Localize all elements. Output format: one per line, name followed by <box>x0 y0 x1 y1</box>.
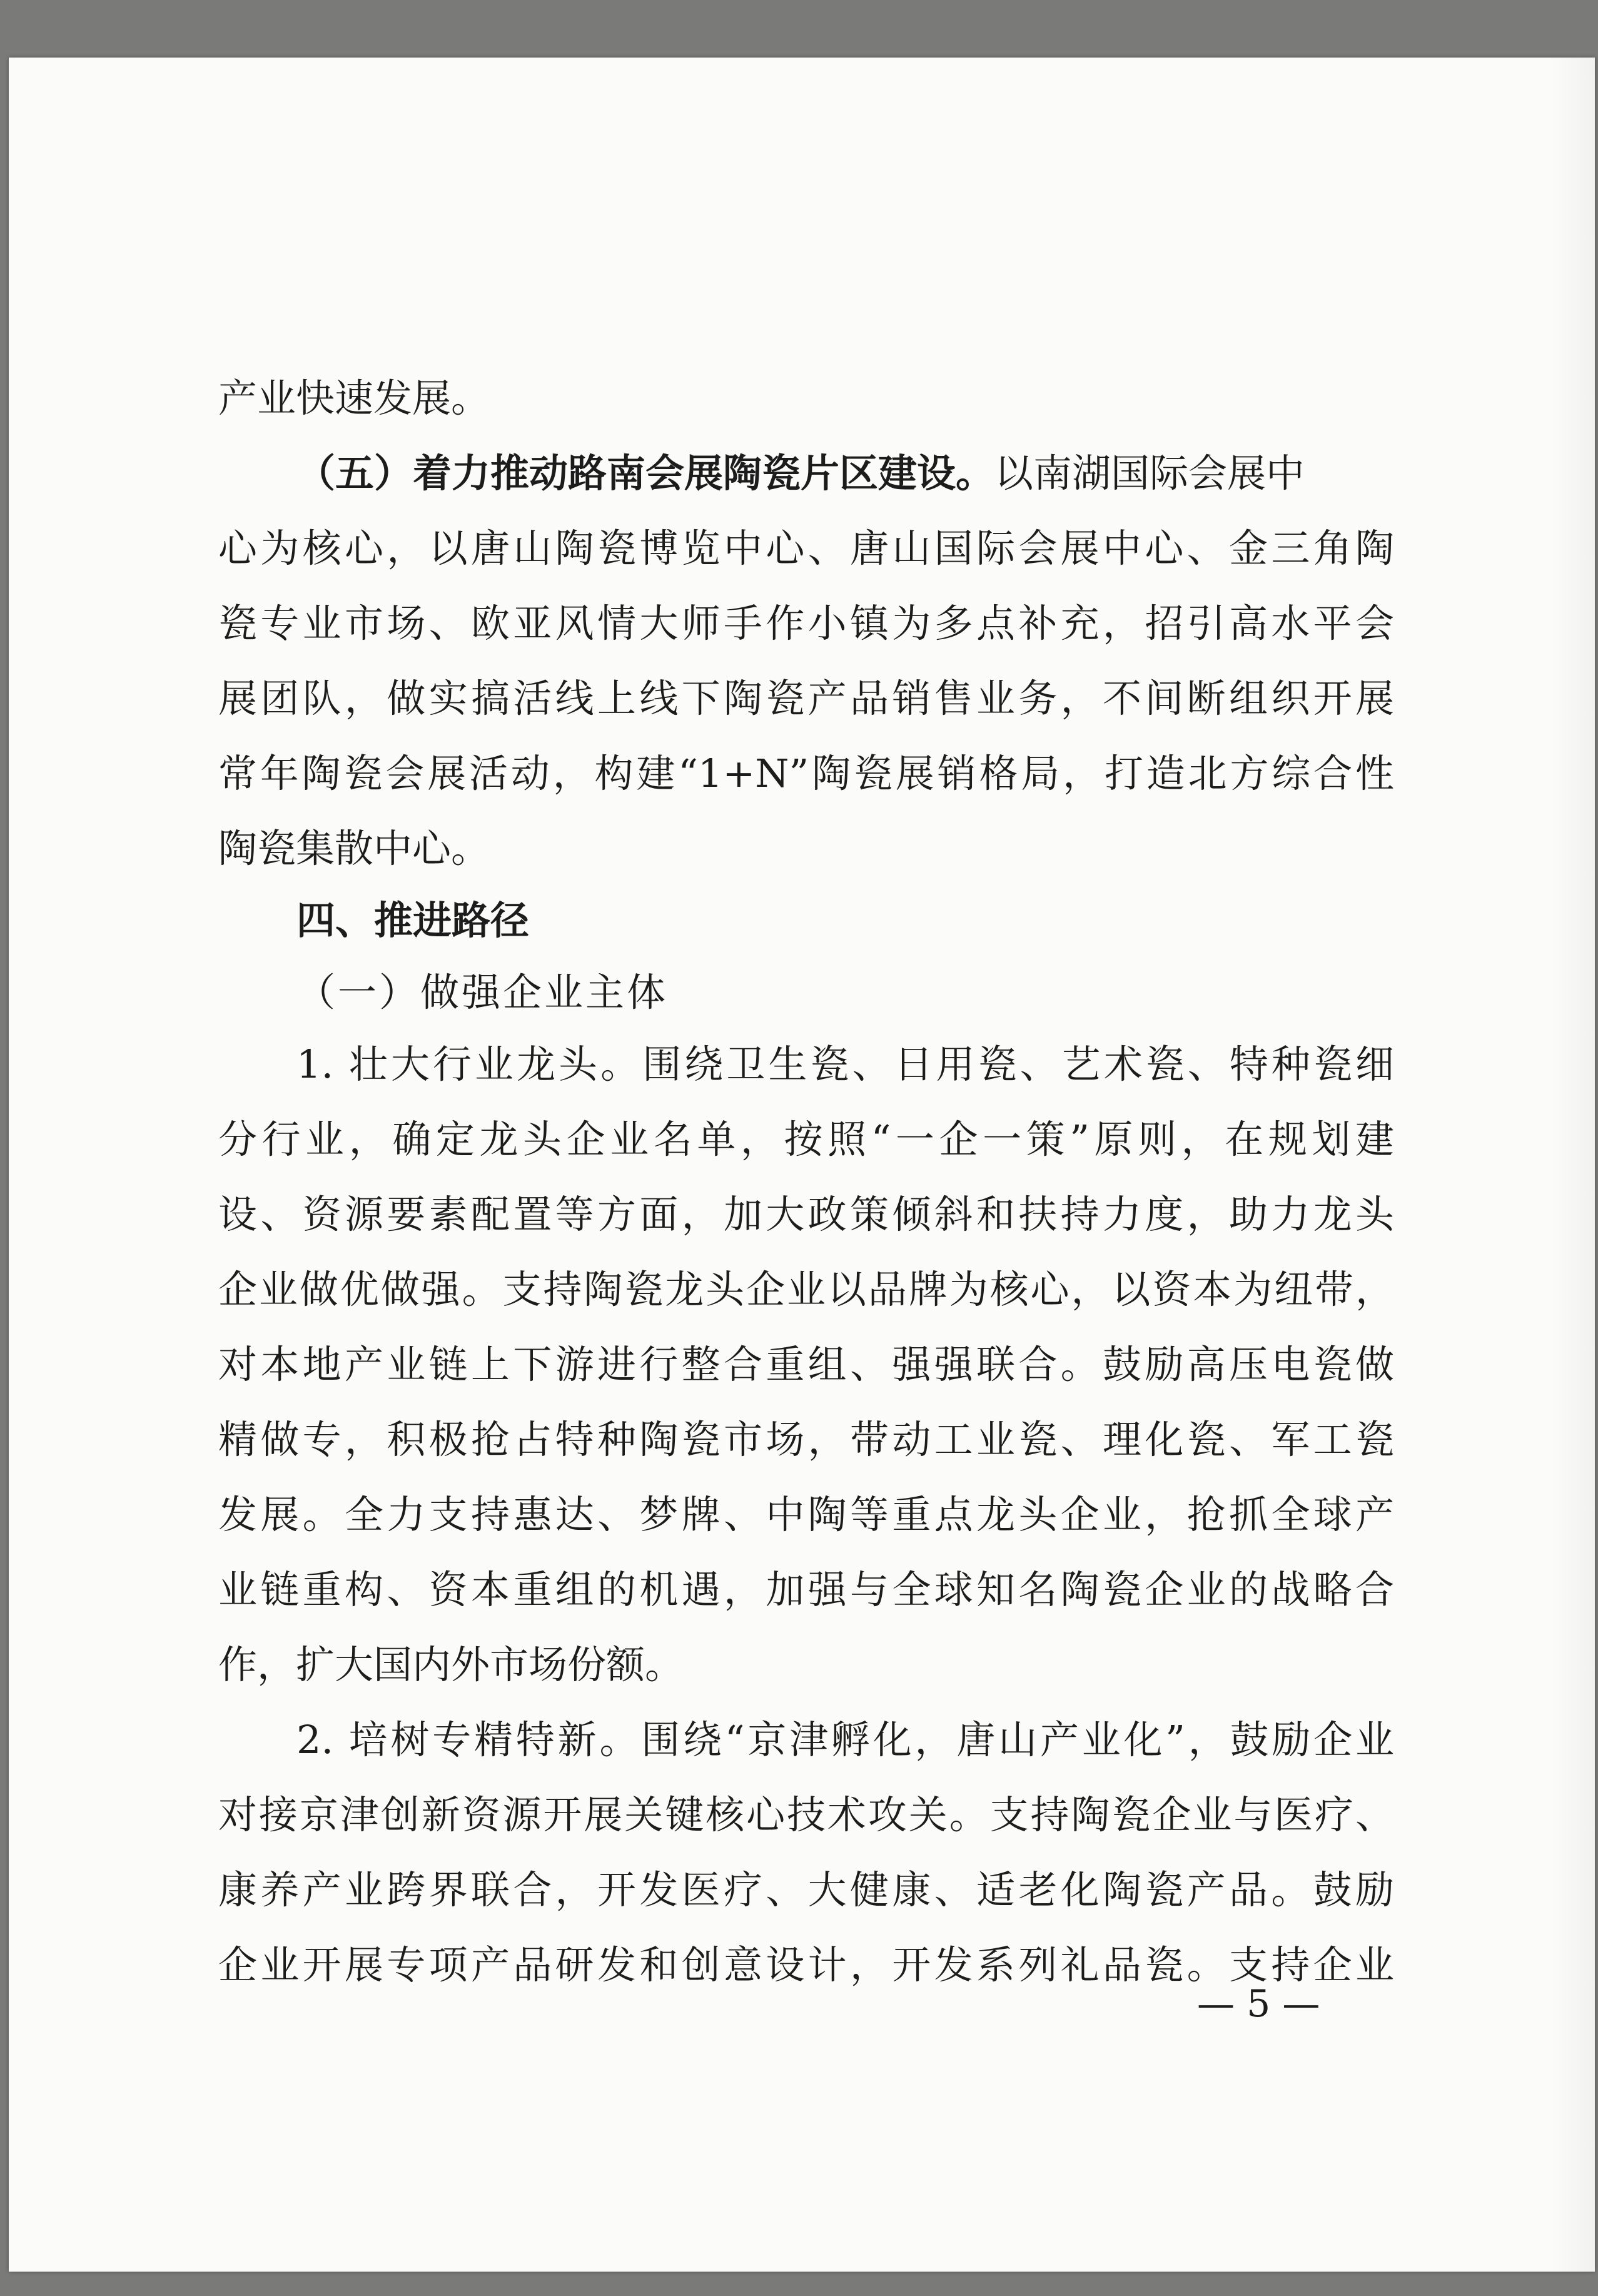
text-line: 业链重构、资本重组的机遇，加强与全球知名陶瓷企业的战略合 <box>218 1567 1394 1612</box>
section-heading: 四、推进路径 <box>296 898 530 943</box>
text-line: 2. 培树专精特新。围绕“京津孵化，唐山产业化”，鼓励企业 <box>296 1717 1394 1762</box>
text-line: 瓷专业市场、欧亚风情大师手作小镇为多点补充，招引高水平会 <box>218 600 1394 646</box>
text-line: 常年陶瓷会展活动，构建“1+N”陶瓷展销格局，打造北方综合性 <box>218 751 1394 796</box>
text-line: 精做专，积极抢占特种陶瓷市场，带动工业瓷、理化瓷、军工瓷 <box>218 1417 1394 1462</box>
text-line: 企业做优做强。支持陶瓷龙头企业以品牌为核心，以资本为纽带， <box>218 1267 1394 1312</box>
text-line: 作，扩大国内外市场份额。 <box>218 1642 684 1687</box>
page-number: — 5 — <box>1197 1982 1320 2026</box>
text-line: 1. 壮大行业龙头。围绕卫生瓷、日用瓷、艺术瓷、特种瓷细 <box>296 1041 1394 1087</box>
subsection-heading: （一）做强企业主体 <box>296 969 669 1015</box>
section-paragraph-line <box>296 448 1394 498</box>
document-page <box>9 58 1595 2272</box>
text-line: 产业快速发展。 <box>218 375 490 421</box>
subsection-title: （五）着力推动路南会展陶瓷片区建设。 <box>296 450 995 496</box>
text-line: 设、资源要素配置等方面，加大政策倾斜和扶持力度，助力龙头 <box>218 1191 1394 1237</box>
text-line: 展团队，做实搞活线上线下陶瓷产品销售业务，不间断组织开展 <box>218 675 1394 721</box>
text-line: 陶瓷集散中心。 <box>218 826 490 871</box>
text-line: 分行业，确定龙头企业名单，按照“一企一策”原则，在规划建 <box>218 1116 1394 1162</box>
text-line: 企业开展专项产品研发和创意设计，开发系列礼品瓷。支持企业 <box>218 1942 1394 1988</box>
text-line: 对接京津创新资源开展关键核心技术攻关。支持陶瓷企业与医疗、 <box>218 1792 1394 1838</box>
text-run: 以南湖国际会展中 <box>994 450 1305 496</box>
text-line: 发展。全力支持惠达、梦牌、中陶等重点龙头企业，抢抓全球产 <box>218 1492 1394 1537</box>
text-line: 心为核心，以唐山陶瓷博览中心、唐山国际会展中心、金三角陶 <box>218 525 1394 571</box>
document-body <box>9 58 1595 2272</box>
text-line: 康养产业跨界联合，开发医疗、大健康、适老化陶瓷产品。鼓励 <box>218 1867 1394 1913</box>
text-line: 对本地产业链上下游进行整合重组、强强联合。鼓励高压电瓷做 <box>218 1342 1394 1387</box>
